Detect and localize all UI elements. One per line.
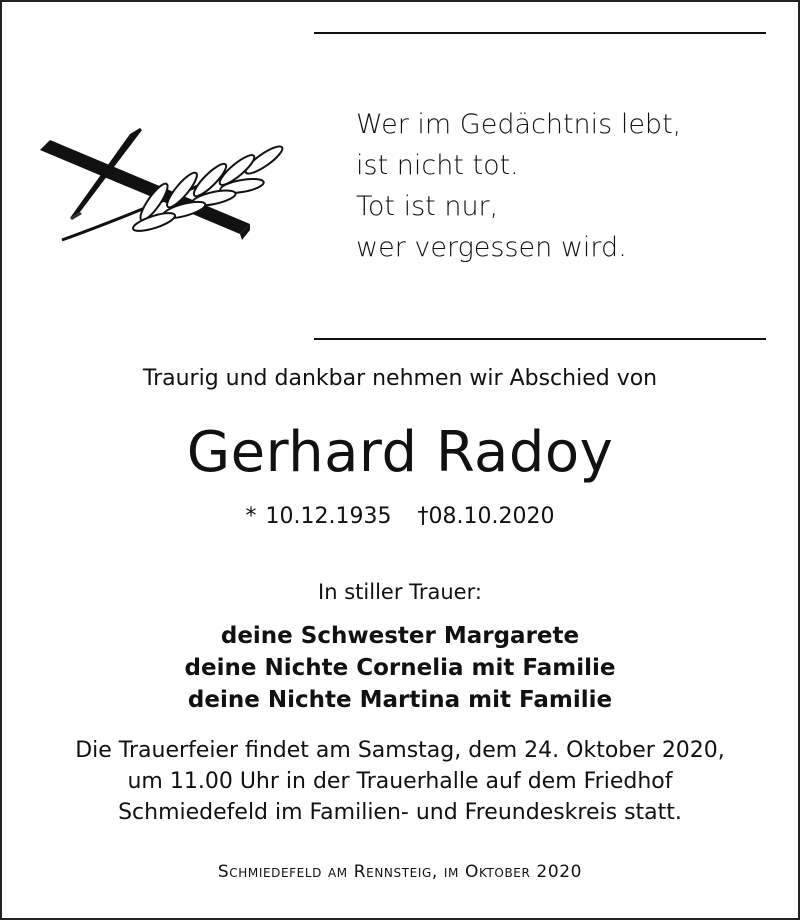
birth-date: * 10.12.1935 xyxy=(245,504,392,529)
funeral-line: Die Trauerfeier findet am Samstag, dem 24. Oktober 2020, xyxy=(75,738,725,763)
funeral-line: um 11.00 Uhr in der Trauerhalle auf dem Friedhof xyxy=(127,769,673,794)
cross-with-palm-branch-icon xyxy=(32,122,287,252)
mourners-list xyxy=(2,620,798,716)
mourner-entry: deine Nichte Martina mit Familie xyxy=(187,687,613,713)
poem-line: ist nicht tot. xyxy=(356,150,519,181)
memorial-poem xyxy=(356,104,681,268)
top-divider xyxy=(314,32,766,34)
life-dates xyxy=(2,504,798,529)
mourning-intro: In stiller Trauer: xyxy=(318,580,482,604)
mourner-entry: deine Nichte Cornelia mit Familie xyxy=(184,655,616,681)
poem-line: Wer im Gedächtnis lebt, xyxy=(356,109,682,140)
death-date: †08.10.2020 xyxy=(417,504,555,529)
farewell-intro: Traurig und dankbar nehmen wir Abschied von xyxy=(142,366,658,391)
place-and-date: Schmiedefeld am Rennsteig, im Oktober 2020 xyxy=(217,862,583,882)
funeral-line: Schmiedefeld im Familien- und Freundeskreis statt. xyxy=(118,800,682,825)
poem-line: wer vergessen wird. xyxy=(356,232,627,263)
middle-divider xyxy=(314,338,766,340)
mourner-entry: deine Schwester Margarete xyxy=(220,623,580,649)
deceased-name: Gerhard Radoy xyxy=(186,420,614,485)
poem-line: Tot ist nur, xyxy=(356,191,499,222)
funeral-details xyxy=(2,735,798,828)
